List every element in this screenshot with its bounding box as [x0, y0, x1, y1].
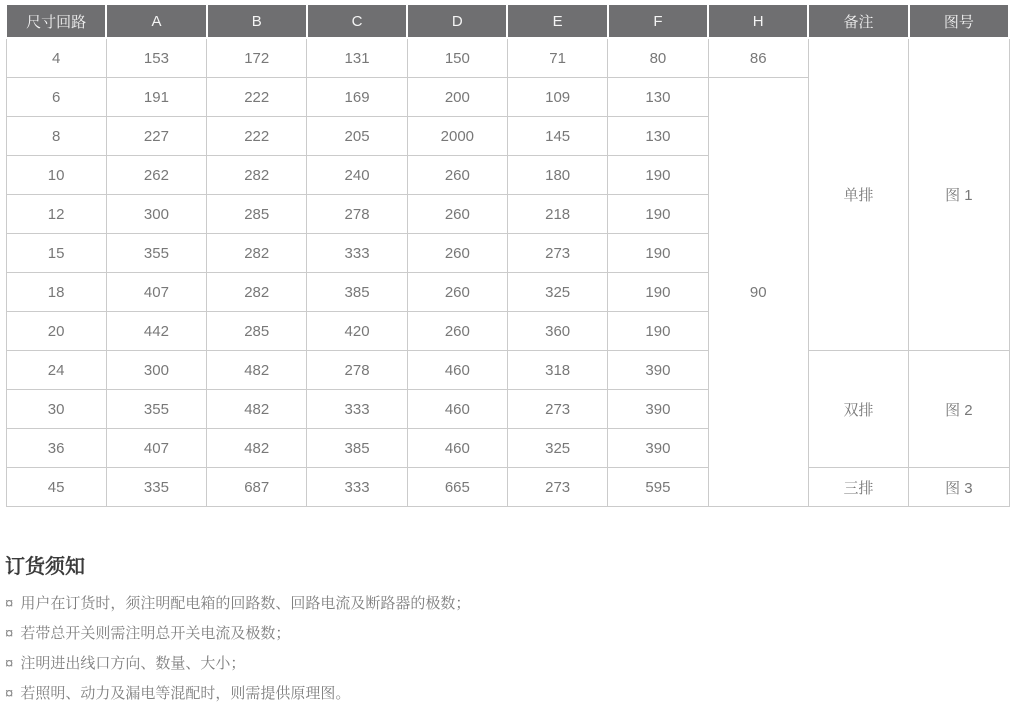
circuit-count-cell: 36	[6, 429, 106, 468]
note-item	[5, 619, 1005, 649]
dimension-cell: 240	[307, 156, 407, 195]
dimension-cell: 333	[307, 234, 407, 273]
dimension-cell: 260	[407, 156, 507, 195]
h-dimension-cell: 90	[708, 78, 808, 507]
dimension-cell: 153	[106, 38, 206, 78]
dimension-cell: 282	[207, 234, 307, 273]
dimension-cell: 385	[307, 429, 407, 468]
h-dimension-cell: 86	[708, 38, 808, 78]
column-header: B	[207, 4, 307, 38]
note-item	[5, 589, 1005, 619]
remark-cell: 三排	[808, 468, 908, 507]
dimension-cell: 131	[307, 38, 407, 78]
dimension-cell: 130	[608, 117, 708, 156]
dimension-cell: 80	[608, 38, 708, 78]
circuit-count-cell: 30	[6, 390, 106, 429]
remark-cell: 单排	[808, 38, 908, 351]
dimension-cell: 71	[507, 38, 607, 78]
remark-cell: 双排	[808, 351, 908, 468]
column-header: A	[106, 4, 206, 38]
circuit-count-cell: 20	[6, 312, 106, 351]
note-text: 若带总开关则需注明总开关电流及极数；	[20, 625, 291, 642]
dimensions-table	[5, 3, 1010, 507]
note-text: 用户在订货时，须注明配电箱的回路数、回路电流及断路器的极数；	[20, 595, 471, 612]
table-row	[6, 38, 1009, 78]
dimension-cell: 325	[507, 429, 607, 468]
dimension-cell: 273	[507, 390, 607, 429]
dimension-cell: 278	[307, 195, 407, 234]
dimension-cell: 482	[207, 429, 307, 468]
dimension-cell: 407	[106, 429, 206, 468]
dimension-cell: 665	[407, 468, 507, 507]
circuit-count-cell: 15	[6, 234, 106, 273]
dimension-cell: 460	[407, 390, 507, 429]
ordering-notes-section	[5, 550, 1005, 709]
circuit-count-cell: 24	[6, 351, 106, 390]
dimension-cell: 260	[407, 195, 507, 234]
dimension-cell: 390	[608, 390, 708, 429]
dimension-cell: 335	[106, 468, 206, 507]
dimension-cell: 109	[507, 78, 607, 117]
dimension-cell: 260	[407, 234, 507, 273]
dimension-cell: 150	[407, 38, 507, 78]
dimension-cell: 180	[507, 156, 607, 195]
column-header: D	[407, 4, 507, 38]
dimension-cell: 482	[207, 351, 307, 390]
circuit-count-cell: 6	[6, 78, 106, 117]
column-header: H	[708, 4, 808, 38]
note-item	[5, 649, 1005, 679]
dimension-cell: 130	[608, 78, 708, 117]
dimension-cell: 300	[106, 351, 206, 390]
bullet-icon: ¤	[5, 595, 14, 612]
dimension-cell: 260	[407, 312, 507, 351]
dimension-cell: 325	[507, 273, 607, 312]
dimension-cell: 285	[207, 312, 307, 351]
dimension-cell: 190	[608, 195, 708, 234]
dimension-cell: 595	[608, 468, 708, 507]
circuit-count-cell: 18	[6, 273, 106, 312]
bullet-icon: ¤	[5, 625, 14, 642]
dimension-cell: 482	[207, 390, 307, 429]
dimension-cell: 460	[407, 351, 507, 390]
dimension-cell: 218	[507, 195, 607, 234]
dimension-cell: 285	[207, 195, 307, 234]
table-row	[6, 468, 1009, 507]
dimension-cell: 273	[507, 468, 607, 507]
circuit-count-cell: 12	[6, 195, 106, 234]
dimension-cell: 200	[407, 78, 507, 117]
dimension-cell: 169	[307, 78, 407, 117]
bullet-icon: ¤	[5, 685, 14, 702]
dimension-cell: 318	[507, 351, 607, 390]
table-row	[6, 351, 1009, 390]
dimension-cell: 205	[307, 117, 407, 156]
column-header: 备注	[808, 4, 908, 38]
dimension-cell: 333	[307, 468, 407, 507]
figure-number-cell: 图 2	[909, 351, 1009, 468]
dimension-cell: 145	[507, 117, 607, 156]
dimension-cell: 260	[407, 273, 507, 312]
dimension-cell: 191	[106, 78, 206, 117]
circuit-count-cell: 8	[6, 117, 106, 156]
note-text: 注明进出线口方向、数量、大小；	[20, 655, 246, 672]
dimension-cell: 190	[608, 234, 708, 273]
dimension-cell: 385	[307, 273, 407, 312]
dimension-cell: 172	[207, 38, 307, 78]
dimension-cell: 687	[207, 468, 307, 507]
bullet-icon: ¤	[5, 655, 14, 672]
dimension-cell: 190	[608, 273, 708, 312]
dimension-cell: 282	[207, 156, 307, 195]
dimension-cell: 300	[106, 195, 206, 234]
dimension-cell: 222	[207, 117, 307, 156]
dimension-cell: 360	[507, 312, 607, 351]
column-header: F	[608, 4, 708, 38]
ordering-notes-title: 订货须知	[5, 556, 85, 578]
circuit-count-cell: 10	[6, 156, 106, 195]
dimension-cell: 355	[106, 234, 206, 273]
header-row	[6, 4, 1009, 38]
dimension-cell: 282	[207, 273, 307, 312]
column-header: E	[507, 4, 607, 38]
dimension-cell: 355	[106, 390, 206, 429]
dimension-cell: 333	[307, 390, 407, 429]
table-body	[6, 38, 1009, 507]
dimension-cell: 390	[608, 351, 708, 390]
dimension-cell: 190	[608, 312, 708, 351]
note-item	[5, 679, 1005, 709]
note-text: 若照明、动力及漏电等混配时，则需提供原理图。	[20, 685, 351, 702]
circuit-count-cell: 4	[6, 38, 106, 78]
dimension-cell: 190	[608, 156, 708, 195]
dimension-cell: 278	[307, 351, 407, 390]
dimension-cell: 2000	[407, 117, 507, 156]
dimension-cell: 442	[106, 312, 206, 351]
table-header	[6, 4, 1009, 38]
column-header: 尺寸回路	[6, 4, 106, 38]
dimension-cell: 390	[608, 429, 708, 468]
dimension-cell: 222	[207, 78, 307, 117]
dimension-cell: 460	[407, 429, 507, 468]
circuit-count-cell: 45	[6, 468, 106, 507]
dimension-cell: 420	[307, 312, 407, 351]
dimension-cell: 227	[106, 117, 206, 156]
dimension-cell: 407	[106, 273, 206, 312]
dimension-cell: 262	[106, 156, 206, 195]
figure-number-cell: 图 3	[909, 468, 1009, 507]
figure-number-cell: 图 1	[909, 38, 1009, 351]
dimension-cell: 273	[507, 234, 607, 273]
column-header: 图号	[909, 4, 1009, 38]
column-header: C	[307, 4, 407, 38]
